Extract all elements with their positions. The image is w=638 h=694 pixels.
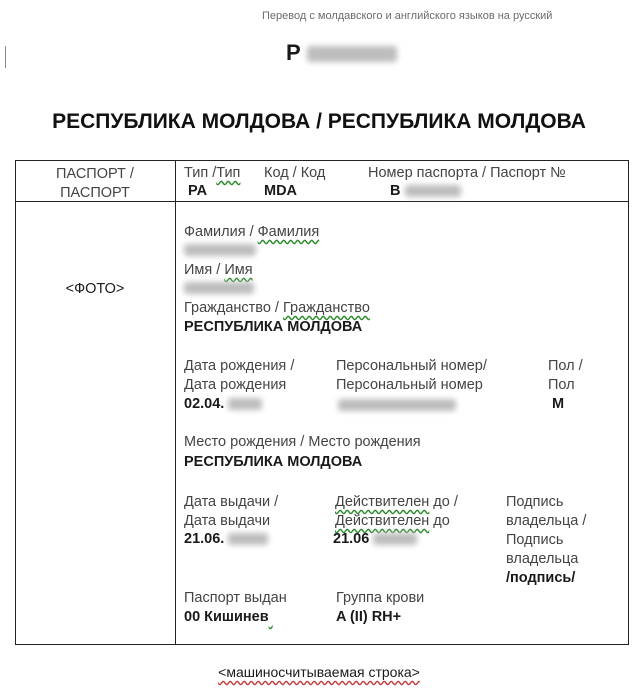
passport-number-value: [390, 183, 461, 199]
name-label-ru: Имя /: [184, 262, 225, 278]
issue-date-label-line2: Дата выдачи: [184, 513, 271, 529]
dob-label-line2: Дата рождения: [184, 377, 287, 393]
redacted-valid-year: [373, 533, 417, 545]
valid-until-label: [335, 493, 458, 531]
redacted-issue-year: [228, 533, 268, 545]
surname-label: [184, 224, 319, 240]
citizenship-label: [184, 300, 370, 316]
name-value: [184, 281, 254, 299]
redacted-dob-year: [228, 398, 262, 410]
passport-label: [15, 165, 175, 203]
document-ref-letter: Р: [286, 40, 301, 65]
photo-placeholder: <ФОТО>: [65, 281, 125, 297]
personal-number-value: [338, 398, 456, 416]
blood-group-value: A (II) RH+: [336, 609, 402, 625]
issue-date-label-line1: Дата выдачи /: [184, 494, 279, 510]
translation-note: Перевод с молдавского и английского языков на русский: [262, 10, 553, 22]
sex-value: М: [552, 396, 565, 412]
valid-until-visible: 21.06: [333, 531, 370, 547]
type-label: [184, 165, 240, 181]
sex-label: [548, 357, 583, 395]
type-value: PA: [188, 183, 208, 199]
dob-label: [184, 357, 294, 395]
issued-by-text: 00 Кишинев: [184, 609, 269, 625]
type-label-ru: Тип /: [184, 165, 217, 181]
surname-label-ru: Фамилия /: [184, 224, 258, 240]
personal-number-label: [336, 357, 487, 395]
personal-number-label-line1: Персональный номер/: [336, 358, 487, 374]
valid-until-label-line2: [335, 512, 458, 531]
dob-value-visible: 02.04.: [184, 396, 225, 412]
signature-line1: Подпись: [506, 494, 564, 510]
issue-date-visible: 21.06.: [184, 531, 225, 547]
redacted-personal-number: [338, 399, 456, 411]
issue-date-label: [184, 493, 278, 531]
page-title: РЕСПУБЛИКА МОЛДОВА / РЕСПУБЛИКА МОЛДОВА: [52, 110, 586, 133]
code-value: MDA: [264, 183, 298, 199]
issued-by-label: Паспорт выдан: [184, 590, 287, 606]
valid-until-suffix-2: до: [429, 513, 450, 529]
personal-number-label-line2: Персональный номер: [336, 377, 483, 393]
redacted-passport-number: [405, 185, 461, 197]
signature-line4: владельца: [506, 551, 579, 567]
valid-until-word-2: Действителен: [335, 513, 430, 529]
signature-line3: Подпись: [506, 532, 564, 548]
surname-label-alt: Фамилия: [257, 224, 320, 240]
code-label: Код / Код: [264, 165, 326, 181]
issued-by-value: [184, 609, 319, 625]
machine-readable-text: <машиносчитываемая строка>: [218, 664, 420, 680]
name-label: [184, 262, 253, 278]
dob-value: [184, 396, 262, 412]
text-cursor: [5, 46, 6, 68]
valid-until-value: [333, 531, 417, 547]
sex-label-line2: Пол: [548, 377, 575, 393]
passport-number-prefix: В: [390, 183, 401, 199]
valid-until-suffix-1: до /: [429, 494, 458, 510]
birthplace-label: Место рождения / Место рождения: [184, 434, 421, 450]
table-column-divider: [175, 160, 176, 645]
blood-group-label: Группа крови: [336, 590, 425, 606]
type-label-alt: Тип: [216, 165, 241, 181]
signature-block: [506, 493, 586, 588]
passport-number-label: Номер паспорта / Паспорт №: [368, 165, 566, 181]
issued-by-underline: [269, 609, 319, 625]
passport-label-line1: ПАСПОРТ /: [56, 166, 134, 182]
signature-line5: /подпись/: [506, 570, 576, 586]
citizenship-label-alt: Гражданство: [282, 300, 370, 316]
valid-until-word-1: Действителен: [335, 494, 430, 510]
signature-line2: владельца /: [506, 513, 587, 529]
passport-label-line2: ПАСПОРТ: [60, 185, 130, 201]
surname-value: [184, 243, 256, 261]
sex-label-line1: Пол /: [548, 358, 583, 374]
redacted-surname: [184, 244, 256, 256]
machine-readable-line: [0, 664, 638, 680]
citizenship-label-ru: Гражданство /: [184, 300, 283, 316]
document-ref: [286, 40, 397, 66]
issue-date-value: [184, 531, 268, 547]
birthplace-value: РЕСПУБЛИКА МОЛДОВА: [184, 454, 363, 470]
name-label-alt: Имя: [224, 262, 253, 278]
dob-label-line1: Дата рождения /: [184, 358, 295, 374]
citizenship-value: РЕСПУБЛИКА МОЛДОВА: [184, 319, 363, 335]
redacted-ref: [307, 46, 397, 62]
valid-until-label-line1: [335, 493, 458, 512]
redacted-name: [184, 282, 254, 294]
